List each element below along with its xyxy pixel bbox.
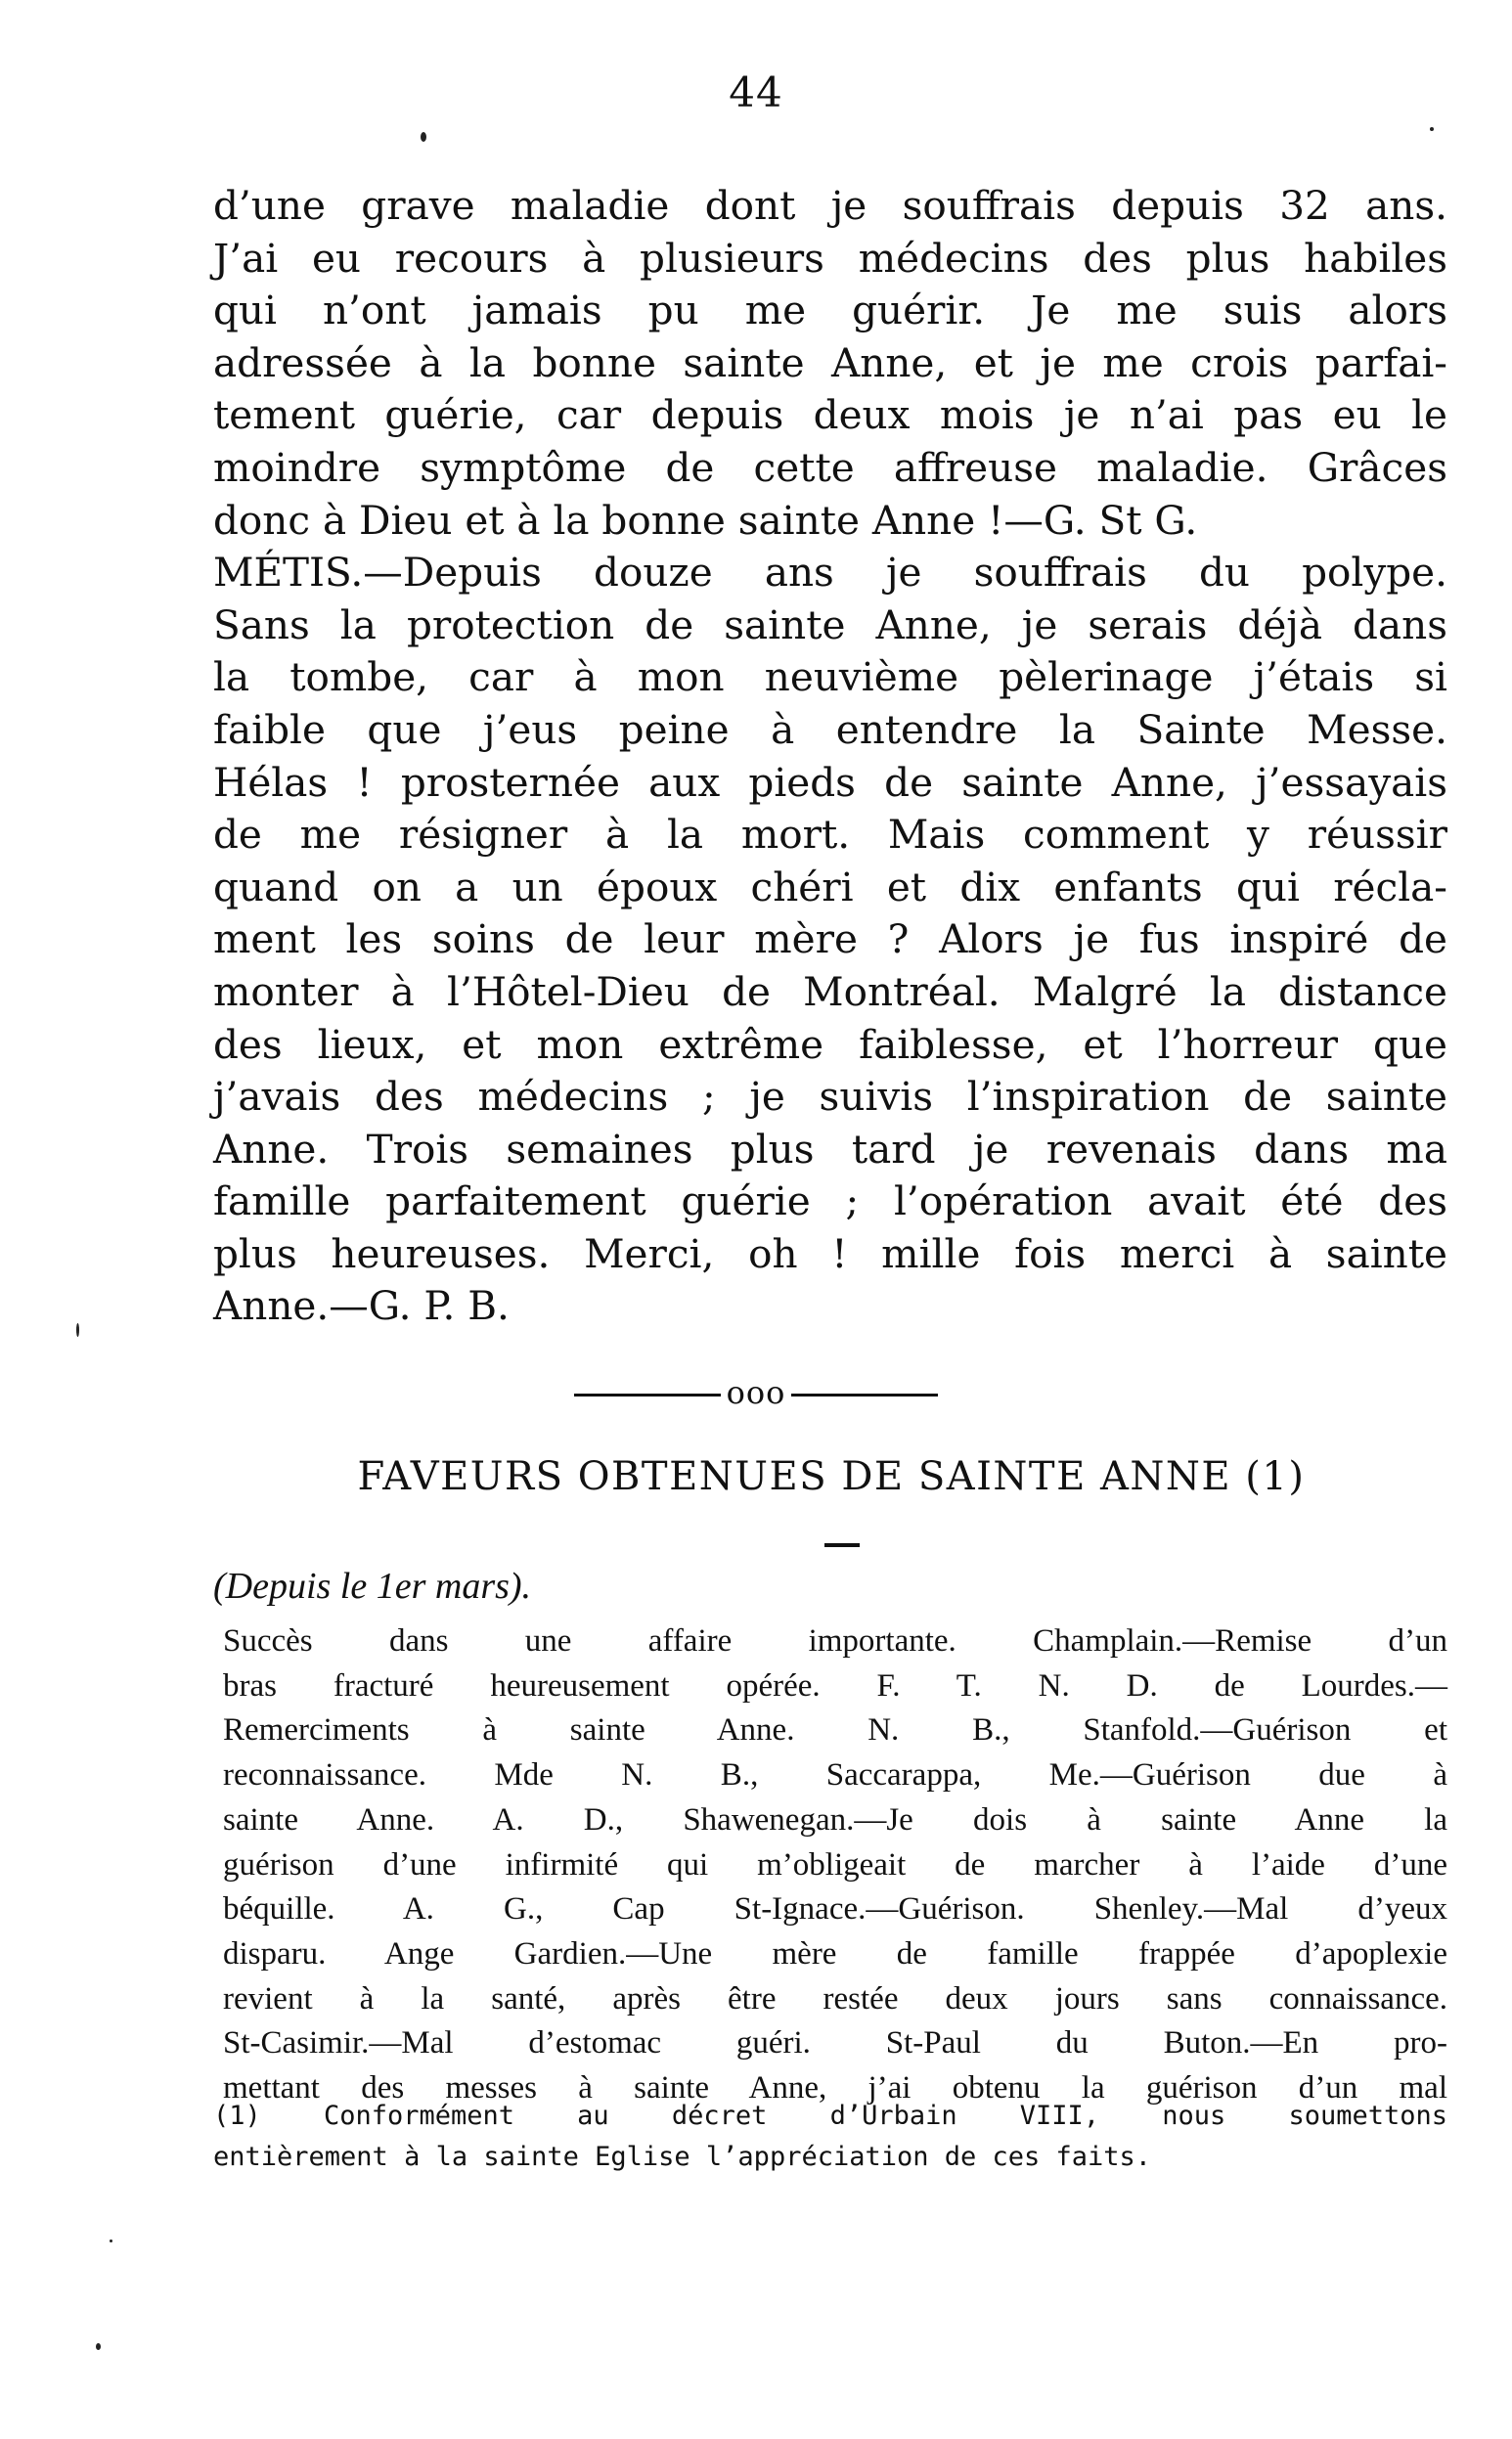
since-date: (Depuis le 1er mars). [213,1566,532,1607]
section-heading: FAVEURS OBTENUES DE SAINTE ANNE (1) [357,1454,1306,1499]
text-line: Hélas ! prosternée aux pieds de sainte Anne, j’essayais [213,758,1447,806]
text-line: j’avais des médecins ; je suivis l’inspiration de sainte [213,1073,1447,1121]
page-number: 44 [729,68,783,116]
footnote [213,2096,1447,2178]
section-separator [0,1374,1512,1411]
footnote-line: (1) Conformément au décret d’Urbain VIII, nous soumettons [213,2101,1447,2131]
separator-rule [574,1394,721,1397]
text-line: tement guérie, car depuis deux mois je n’ai pas eu le [213,391,1447,439]
scan-speck [110,2239,112,2242]
text-line: des lieux, et mon extrême faiblesse, et l’horreur que [213,1020,1447,1068]
text-line: famille parfaitement guérie ; l’opération avait été des [213,1177,1447,1225]
favor-line: Succès dans une affaire importante. Champlain.—Remise d’un [223,1623,1447,1659]
favor-line: revient à la santé, après être restée deux jours sans connaissance. [223,1980,1447,2017]
favor-line: béquille. A. G., Cap St-Ignace.—Guérison. Shenley.—Mal d’yeux [223,1891,1447,1928]
favor-line: guérison d’une infirmité qui m’obligeait de marcher à l’aide d’une [223,1846,1447,1883]
favor-line: reconnaissance. Mde N. B., Saccarappa, Me.—Guérison due à [223,1757,1447,1794]
testimony-text [213,180,1447,1333]
favor-line: Remerciments à sainte Anne. N. B., Stanfold.—Guérison et [223,1712,1447,1749]
scan-speck [96,2343,101,2350]
text-line: adressée à la bonne sainte Anne, et je me crois parfai- [213,338,1447,386]
text-line: faible que j’eus peine à entendre la Sainte Messe. [213,705,1447,753]
text-line: Sans la protection de sainte Anne, je serais déjà dans [213,600,1447,648]
text-line: J’ai eu recours à plusieurs médecins des plus habiles [213,234,1447,282]
favor-line: sainte Anne. A. D., Shawenegan.—Je dois à sainte Anne la [223,1801,1447,1838]
text-line: ment les soins de leur mère ? Alors je fus inspiré de [213,915,1447,963]
text-line: de me résigner à la mort. Mais comment y réussir [213,811,1447,859]
text-line: monter à l’Hôtel-Dieu de Montréal. Malgré la distance [213,967,1447,1015]
text-line: quand on a un époux chéri et dix enfants qui récla- [213,863,1447,910]
footnote-line: entièrement à la sainte Eglise l’appréciation de ces faits. [213,2142,1152,2172]
favor-line: disparu. Ange Gardien.—Une mère de famille frappée d’apoplexie [223,1935,1447,1972]
scan-speck [1430,127,1434,131]
text-line: d’une grave maladie dont je souffrais depuis 32 ans. [213,182,1447,229]
text-line: donc à Dieu et à la bonne sainte Anne !—G. St G. [213,496,1198,544]
favor-line: bras fracturé heureusement opérée. F. T. N. D. de Lourdes.— [223,1667,1447,1704]
text-line: qui n’ont jamais pu me guérir. Je me suis alors [213,287,1447,334]
scan-speck [76,1323,79,1337]
text-line: Anne. Trois semaines plus tard je revenais dans ma [213,1125,1447,1173]
text-line: la tombe, car à mon neuvième pèlerinage j’étais si [213,653,1447,701]
favor-line: St-Casimir.—Mal d’estomac guéri. St-Paul du Buton.—En pro- [223,2025,1447,2062]
separator-ornament: ooo [726,1374,786,1411]
favor-line: mettant des messes à sainte Anne, j’ai obtenu la guérison d’un mal [223,2070,1447,2106]
text-line: Anne.—G. P. B. [213,1282,510,1330]
text-line: MÉTIS.—Depuis douze ans je souffrais du polype. [213,549,1447,597]
scan-speck [421,132,426,142]
text-line: plus heureuses. Merci, oh ! mille fois merci à sainte [213,1229,1447,1277]
favors-list [223,1619,1447,2111]
text-line: moindre symptôme de cette affreuse maladie. Grâces [213,443,1447,491]
separator-rule [791,1394,938,1397]
heading-dash [824,1543,860,1547]
